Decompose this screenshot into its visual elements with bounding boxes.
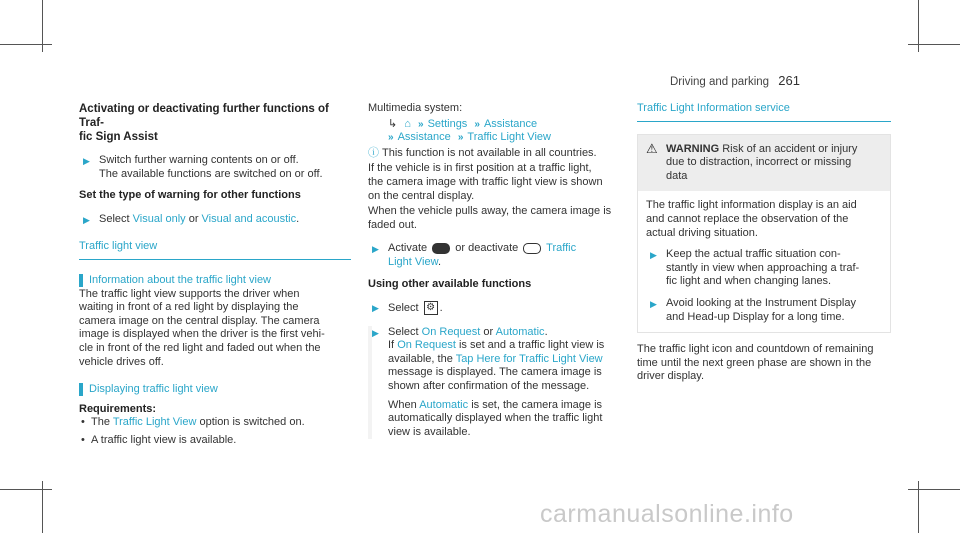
- option-light-view[interactable]: Light View: [388, 255, 438, 268]
- nav-traffic-light-view[interactable]: Traffic Light View: [467, 131, 551, 144]
- paragraph-pulls-away: When the vehicle pulls away, the camera image is faded out.: [368, 205, 612, 231]
- step-select-gear: ▶ Select ⚙ .: [372, 302, 443, 315]
- triangle-right-icon: ▶: [372, 244, 379, 255]
- option-on-request-2[interactable]: On Request: [397, 339, 456, 352]
- info-heading: Information about the traffic light view: [79, 274, 351, 288]
- crop-mark: [42, 0, 43, 52]
- warning-step: ▶ Avoid looking at the Instrument Display and Head-up Display for a long time.: [650, 296, 856, 323]
- warning-header: ⚠ WARNING Risk of an accident or injury due to distraction, incorrect or missing data: [638, 135, 890, 192]
- crop-mark: [918, 0, 919, 52]
- heading-further-functions: Activating or deactivating further functions of Traf- fic Sign Assist: [79, 103, 329, 143]
- crop-mark: [908, 44, 960, 45]
- info-bar: [79, 274, 83, 287]
- toggle-off-icon: [523, 243, 541, 254]
- option-visual-acoustic[interactable]: Visual and acoustic: [201, 212, 297, 225]
- triangle-right-icon: ▶: [372, 327, 379, 338]
- toggle-on-icon: [432, 243, 450, 254]
- warning-label: WARNING: [666, 142, 720, 155]
- option-automatic[interactable]: Automatic: [495, 325, 545, 338]
- crop-mark: [918, 481, 919, 533]
- warning-step: ▶ Keep the actual traffic situation con- stantly in view when approaching a traf- fic light and when changing lanes.: [650, 248, 860, 288]
- subheading-other-functions: Using other available functions: [368, 277, 532, 290]
- warning-triangle-icon: ⚠: [646, 140, 658, 156]
- info-paragraph: The traffic light view supports the driver when waiting in front of a red light by displaying the camera image on the central display. The camera image is displayed when the driver is the first vehi- cle in front of the red light and faded out when the vehicle drives off.: [79, 287, 325, 368]
- step-select-mode: ▶ Select On Request or Automatic. If On Request is set and a traffic light view is available, the Tap Here for Traffic Light View message is displayed. The camera image is shown after confirmation of the message. When Automatic is set, the camera image is automatically displayed when the traffic light view is available.: [368, 326, 618, 440]
- option-traffic-light-view[interactable]: Traffic Light View: [112, 416, 197, 429]
- requirements-title: Requirements:: [79, 402, 157, 415]
- info-bar: [79, 383, 83, 396]
- crop-mark: [908, 489, 960, 490]
- triangle-right-icon: ▶: [372, 303, 379, 314]
- triangle-right-icon: ▶: [650, 250, 657, 261]
- crop-mark: [42, 481, 43, 533]
- multimedia-label: Multimedia system:: [368, 102, 463, 114]
- watermark: carmanualsonline.info: [540, 500, 794, 528]
- message-tap-here[interactable]: Tap Here for Traffic Light View: [455, 352, 603, 365]
- column-1: [79, 102, 351, 448]
- page-number: 261: [778, 73, 800, 88]
- section-title: Driving and parking: [670, 76, 770, 88]
- section-traffic-light-info: Traffic Light Information service: [637, 102, 891, 122]
- option-visual-only[interactable]: Visual only: [132, 212, 186, 225]
- home-icon[interactable]: ⌂: [404, 117, 411, 130]
- info-icon: ⓘ: [368, 146, 379, 159]
- display-heading: Displaying traffic light view: [79, 383, 351, 397]
- requirement-item: • The Traffic Light View option is switched on.: [79, 416, 351, 430]
- return-arrow-icon: ↳: [388, 117, 398, 130]
- column-2: [368, 102, 618, 439]
- crop-mark: [0, 44, 52, 45]
- triangle-right-icon: ▶: [650, 298, 657, 309]
- nav-path: ↳ ⌂ » Settings » Assistance: [388, 117, 538, 130]
- gear-icon[interactable]: ⚙: [424, 301, 438, 315]
- nav-settings[interactable]: Settings: [427, 117, 468, 130]
- triangle-right-icon: ▶: [83, 156, 90, 166]
- nav-assistance-2[interactable]: Assistance: [397, 131, 451, 144]
- option-traffic[interactable]: Traffic: [546, 242, 577, 255]
- option-on-request[interactable]: On Request: [421, 325, 481, 338]
- nav-path-2: » Assistance » Traffic Light View: [388, 131, 551, 144]
- crop-mark: [0, 489, 52, 490]
- step-activate: ▶ Activate or deactivate Traffic Light View.: [372, 242, 577, 268]
- step-select-warning-type: ▶ Select Visual only or Visual and acoustic.: [79, 213, 351, 227]
- requirement-item: • A traffic light view is available.: [79, 434, 351, 448]
- page-header: [670, 73, 800, 88]
- warning-body: The traffic light information display is an aid and cannot replace the observation of the actual driving situation. ▶ Keep the actual traffic situation con- stantly in view when approaching a traf- fic light and when changing lanes. ▶ Avoid looking at the Instrument Display and Head-up Display for a long time.: [638, 191, 890, 324]
- step-switch-warnings: ▶ Switch further warning contents on or off. The available functions are switched on or off.: [83, 154, 323, 180]
- paragraph-first-position: If the vehicle is in first position at a traffic light, the camera image with traffic light view is shown on the central display.: [368, 162, 603, 202]
- availability-note: ⓘ This function is not available in all countries.: [368, 146, 597, 159]
- option-automatic-2[interactable]: Automatic: [419, 398, 469, 411]
- subheading-warning-type: Set the type of warning for other functions: [79, 189, 301, 202]
- nav-assistance[interactable]: Assistance: [483, 117, 538, 130]
- paragraph-countdown: The traffic light icon and countdown of remaining time until the next green phase are shown in the driver display.: [637, 343, 874, 383]
- triangle-right-icon: ▶: [83, 214, 90, 225]
- section-traffic-light-view: Traffic light view: [79, 240, 351, 260]
- column-3: [637, 102, 891, 384]
- warning-box: [637, 134, 891, 334]
